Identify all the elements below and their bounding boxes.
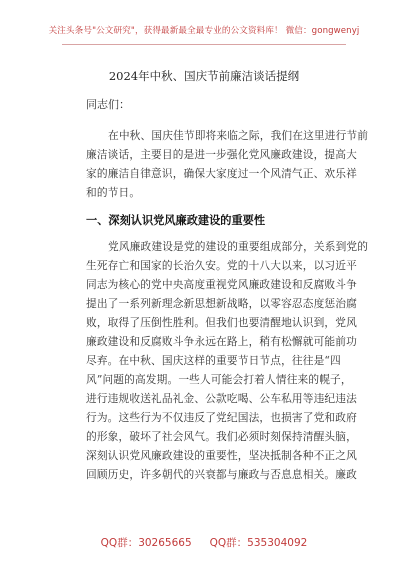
text-line: 进行违规收送礼品礼金、公款吃喝、公车私用等违纪违法 xyxy=(86,392,357,405)
text-line: 回顾历史，许多朝代的兴衰都与廉政与否息息相关。廉政 xyxy=(86,468,357,481)
document-title: 2024年中秋、国庆节前廉洁谈话提纲 xyxy=(108,69,300,83)
text-line: 提出了一系列新理念新思想新战略，以零容忍态度惩治腐 xyxy=(86,297,357,310)
text-line: 败，取得了压倒性胜利。但我们也要清醒地认识到，党风 xyxy=(86,316,357,329)
text-line: 生死存亡和国家的长治久安。党的十八大以来，以习近平 xyxy=(86,259,357,272)
text-line: 行为。这些行为不仅违反了党纪国法，也损害了党和政府 xyxy=(86,411,357,424)
greeting: 同志们： xyxy=(86,98,130,111)
text-line: 家的廉洁自律意识，确保大家度过一个风清气正、欢乐祥 xyxy=(86,167,357,180)
section-paragraph xyxy=(86,237,369,484)
text-line: 深刻认识党风廉政建设的重要性，坚决抵制各种不正之风 xyxy=(86,449,357,462)
text-line: 廉洁谈话，主要目的是进一步强化党风廉政建设，提高大 xyxy=(86,148,357,161)
text-line: 风”问题的高发期。一些人可能会打着人情往来的幌子， xyxy=(86,373,352,386)
intro-paragraph xyxy=(86,126,369,202)
text-line: 的形象，破坏了社会风气。我们必须时刻保持清醒头脑， xyxy=(86,430,357,443)
footer-contact xyxy=(0,535,408,550)
footer-qq-group-2: QQ群：535304092 xyxy=(209,537,308,549)
header-banner: 关注头条号"公文研究"，获得最新最全最专业的公文资料库！ 微信：gongwenyj xyxy=(48,26,360,36)
text-line: 尽弃。在中秋、国庆这样的重要节日节点，往往是“四 xyxy=(86,354,341,367)
header-divider xyxy=(62,44,346,45)
text-line: 在中秋、国庆佳节即将来临之际，我们在这里进行节前 xyxy=(108,129,369,142)
section-heading: 一、深刻认识党风廉政建设的重要性 xyxy=(86,214,266,227)
text-line: 和的节日。 xyxy=(86,186,141,199)
text-line: 党风廉政建设是党的建设的重要组成部分，关系到党的 xyxy=(108,240,369,253)
text-line: 同志为核心的党中央高度重视党风廉政建设和反腐败斗争 xyxy=(86,278,357,291)
text-line: 廉政建设和反腐败斗争永远在路上，稍有松懈就可能前功 xyxy=(86,335,357,348)
footer-qq-group-1: QQ群：30265665 xyxy=(100,537,192,549)
